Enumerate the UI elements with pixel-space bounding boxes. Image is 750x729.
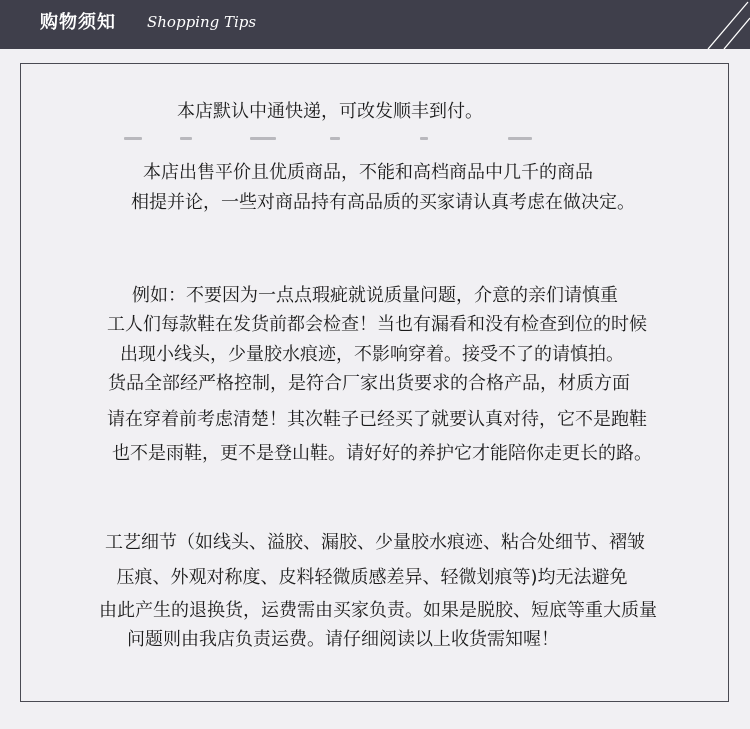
header-banner <box>0 0 750 49</box>
notice-courier-line: 本店默认中通快递，可改发顺丰到付。 <box>177 101 483 122</box>
notice-line: 出现小线头，少量胶水痕迹，不影响穿着。接受不了的请慎拍。 <box>120 344 624 365</box>
notice-line: 压痕、外观对称度、皮料轻微质感差异、轻微划痕等)均无法避免 <box>116 567 628 588</box>
notice-line: 问题则由我店负责运费。请仔细阅读以上收货需知喔！ <box>127 629 559 650</box>
header-subtitle: Shopping Tips <box>147 13 257 31</box>
header-title: 购物须知 <box>40 12 116 33</box>
notice-line: 也不是雨鞋，更不是登山鞋。请好好的养护它才能陪你走更长的路。 <box>112 443 652 464</box>
notice-line: 工人们每款鞋在发货前都会检查！当也有漏看和没有检查到位的时候 <box>107 314 647 335</box>
notice-line: 例如：不要因为一点点瑕疵就说质量问题，介意的亲们请慎重 <box>132 285 618 306</box>
notice-line: 工艺细节（如线头、溢胶、漏胶、少量胶水痕迹、粘合处细节、褶皱 <box>105 532 645 553</box>
header-stripe-decoration <box>660 0 750 49</box>
notice-line: 由此产生的退换货，运费需由买家负责。如果是脱胶、短底等重大质量 <box>99 600 657 621</box>
faded-text-remnant <box>120 133 580 143</box>
notice-line: 本店出售平价且优质商品，不能和高档商品中几千的商品 <box>143 162 593 183</box>
notice-line: 相提并论，一些对商品持有高品质的买家请认真考虑在做决定。 <box>131 192 635 213</box>
notice-line: 货品全部经严格控制，是符合厂家出货要求的合格产品，材质方面 <box>108 373 630 394</box>
notice-line: 请在穿着前考虑清楚！其次鞋子已经买了就要认真对待，它不是跑鞋 <box>107 409 647 430</box>
